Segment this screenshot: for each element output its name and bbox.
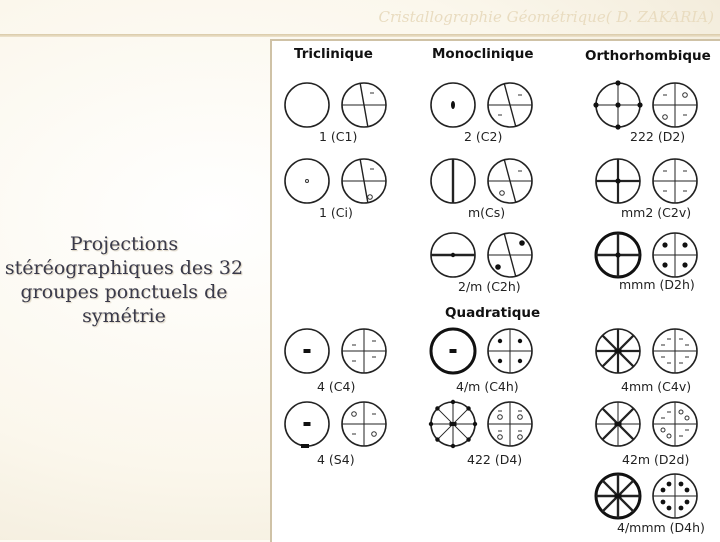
projection-circle <box>285 83 329 127</box>
group-label: 1 (C1) <box>319 129 357 144</box>
pole-marker <box>663 115 668 120</box>
symmetry-axis-marker <box>682 242 687 247</box>
pole-marker <box>683 93 688 98</box>
symmetry-axis-marker <box>615 178 620 183</box>
symmetry-axis-marker <box>615 102 620 107</box>
symmetry-axis-marker <box>682 262 687 267</box>
symmetry-axis-marker <box>451 444 455 448</box>
projection-circle <box>285 159 329 203</box>
symmetry-axis-marker <box>304 349 311 353</box>
symmetry-axis-marker <box>637 102 642 107</box>
symmetry-axis-marker <box>661 500 666 505</box>
pole-marker <box>498 415 503 420</box>
symmetry-axis-marker <box>450 349 457 353</box>
pole-marker <box>352 412 357 417</box>
group-label: 4mm (C4v) <box>621 379 691 394</box>
pole-marker <box>368 195 373 200</box>
system-title-monoclinic: Monoclinique <box>432 46 534 62</box>
pole-marker <box>372 432 377 437</box>
group-label: mmm (D2h) <box>619 277 695 292</box>
symmetry-axis-marker <box>615 252 620 257</box>
symmetry-axis-marker <box>615 124 620 129</box>
symmetry-axis-marker <box>498 359 502 363</box>
pole-marker <box>498 435 503 440</box>
symmetry-axis-marker <box>301 444 309 448</box>
group-label: 4 (C4) <box>317 379 355 394</box>
header-divider <box>0 34 720 37</box>
symmetry-axis-marker <box>450 422 457 426</box>
system-title-orthorhombic: Orthorhombique <box>585 48 711 64</box>
symmetry-axis-marker <box>466 437 470 441</box>
symmetry-axis-marker <box>667 482 672 487</box>
symmetry-axis-marker <box>518 359 522 363</box>
symmetry-axis-marker <box>679 482 684 487</box>
system-title-tetragonal: Quadratique <box>445 305 540 321</box>
symmetry-axis-marker <box>473 422 477 426</box>
symmetry-axis-marker <box>435 437 439 441</box>
pole-marker <box>306 180 309 183</box>
symmetry-axis-marker <box>498 339 502 343</box>
header-title: Cristallographie Géométrique( D. ZAKARIA) <box>0 8 720 26</box>
group-label: 1 (Ci) <box>319 205 353 220</box>
pole-marker <box>679 410 683 414</box>
pole-marker <box>500 191 505 196</box>
symmetry-axis-marker <box>429 422 433 426</box>
group-label: 2/m (C2h) <box>458 279 521 294</box>
symmetry-axis-marker <box>518 339 522 343</box>
symmetry-axis-marker <box>593 102 598 107</box>
pole-marker <box>661 428 665 432</box>
symmetry-axis-marker <box>615 422 622 426</box>
group-label: 4 (S4) <box>317 452 355 467</box>
pole-marker <box>518 415 523 420</box>
symmetry-axis-marker <box>615 80 620 85</box>
stereographic-projections-figure <box>270 39 720 542</box>
group-label: 4/mmm (D4h) <box>617 520 705 535</box>
symmetry-axis-marker <box>662 262 667 267</box>
symmetry-axis-marker <box>466 406 470 410</box>
pole-marker <box>685 416 689 420</box>
symmetry-axis-marker <box>685 488 690 493</box>
caption-line: groupes ponctuels de <box>0 280 248 304</box>
symmetry-axis-marker <box>495 264 501 270</box>
group-label: mm2 (C2v) <box>621 205 691 220</box>
symmetry-axis-marker <box>667 506 672 511</box>
symmetry-axis-marker <box>662 242 667 247</box>
group-label: 4/m (C4h) <box>456 379 519 394</box>
slide-caption <box>0 232 248 328</box>
group-label: 222 (D2) <box>630 129 685 144</box>
symmetry-axis-marker <box>679 506 684 511</box>
symmetry-axis-marker <box>519 240 525 246</box>
group-label: m(Cs) <box>468 205 505 220</box>
symmetry-axis-marker <box>615 349 622 353</box>
caption-line: Projections <box>0 232 248 256</box>
caption-line: symétrie <box>0 304 248 328</box>
symmetry-axis-marker <box>685 500 690 505</box>
caption-line: stéréographiques des 32 <box>0 256 248 280</box>
group-label: 422 (D4) <box>467 452 522 467</box>
pole-marker <box>518 435 523 440</box>
symmetry-axis-marker <box>451 253 455 257</box>
symmetry-axis-marker <box>615 494 622 498</box>
pole-marker <box>667 434 671 438</box>
symmetry-axis-marker <box>435 406 439 410</box>
symmetry-axis-marker <box>304 422 311 426</box>
symmetry-axis-marker <box>451 400 455 404</box>
system-title-triclinic: Triclinique <box>294 46 373 62</box>
symmetry-axis-marker <box>451 101 455 109</box>
group-label: 2 (C2) <box>464 129 502 144</box>
symmetry-axis-marker <box>661 488 666 493</box>
group-label: 42m (D2d) <box>622 452 689 467</box>
